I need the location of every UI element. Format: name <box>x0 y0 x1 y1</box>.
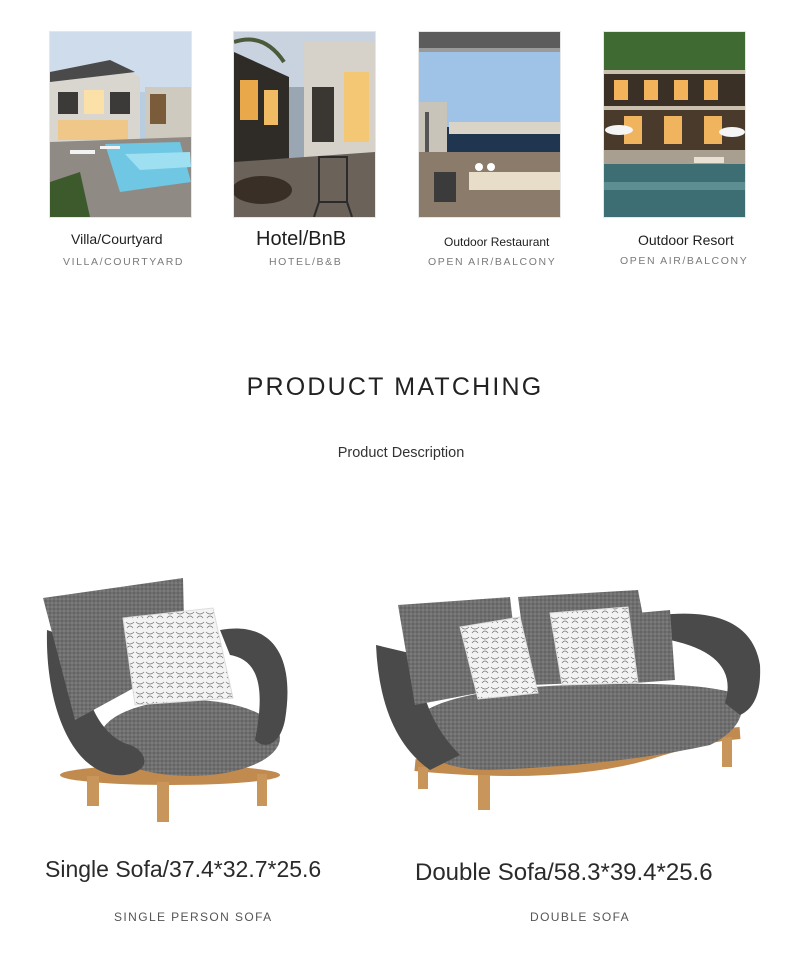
section-title: PRODUCT MATCHING <box>246 373 544 401</box>
double-sofa-subtitle: DOUBLE SOFA <box>530 910 631 924</box>
section-subtitle: Product Description <box>337 445 465 461</box>
outdoor-resort-photo <box>604 32 745 217</box>
scene-title-villa: Villa/Courtyard <box>71 231 163 247</box>
scene-subtitle-restaurant: OPEN AIR/BALCONY <box>428 256 557 268</box>
hotel-bnb-photo <box>234 32 375 217</box>
scene-title-resort: Outdoor Resort <box>638 232 734 248</box>
outdoor-restaurant-photo <box>419 32 560 217</box>
single-sofa-title: Single Sofa/37.4*32.7*25.6 <box>45 856 322 882</box>
scene-card-resort <box>604 32 745 217</box>
single-sofa-image <box>35 570 300 835</box>
single-sofa-subtitle: SINGLE PERSON SOFA <box>114 910 273 924</box>
scene-subtitle-villa: VILLA/COURTYARD <box>63 256 185 268</box>
villa-courtyard-photo <box>50 32 191 217</box>
double-sofa-title: Double Sofa/58.3*39.4*25.6 <box>415 859 713 886</box>
scene-card-restaurant <box>419 32 560 217</box>
scene-title-restaurant: Outdoor Restaurant <box>444 235 550 249</box>
scene-subtitle-resort: OPEN AIR/BALCONY <box>620 255 749 267</box>
scene-card-villa <box>50 32 191 217</box>
scene-card-hotel <box>234 32 375 217</box>
scene-subtitle-hotel: HOTEL/B&B <box>269 256 343 268</box>
scene-title-hotel: Hotel/BnB <box>256 228 347 250</box>
double-sofa-image <box>370 585 765 815</box>
